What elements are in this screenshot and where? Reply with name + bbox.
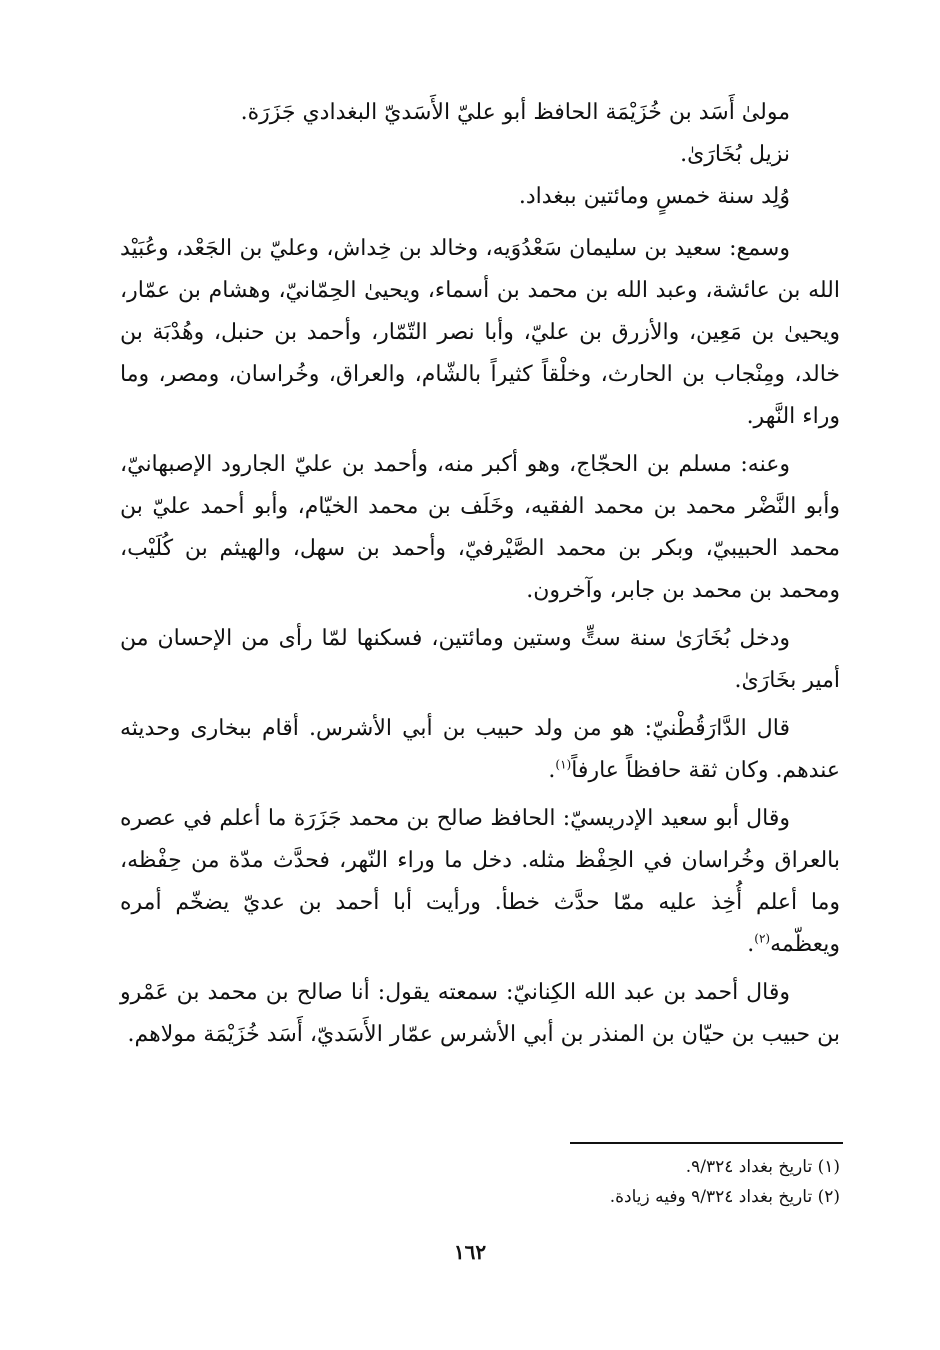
paragraph-students: وعنه: مسلم بن الحجّاج، وهو أكبر منه، وأحمد بن عليّ الجارود الإصبهانيّ، وأبو النَّضْر محمد بن محمد الفقيه، وخَلَف بن محمد الخيّام، وأبو أحمد عليّ بن محمد الحبيبيّ، وبكر بن محمد الصَّيْرفيّ، وأحمد بن سهل، والهيثم بن كُلَيْب، ومحمد بن محمد بن جابر، وآخرون. [120,452,840,603]
main-text [120,92,840,1062]
page-number: ١٦٢ [453,1240,487,1264]
intro-line: مولىٰ أَسَد بن خُزَيْمَة الحافظ أبو عليّ الأَسَديّ البغدادي جَزَرَة. [240,100,790,125]
paragraph-end-mark: . [747,932,755,957]
footnote-1: (١) تاريخ بغداد ٩/٣٢٤. [685,1157,840,1177]
intro-line: وُلِد سنة خمسٍ ومائتين ببغداد. [518,184,790,209]
paragraph-daraqutni-text: قال الدَّارَقُطْنيّ: هو من ولد حبيب بن أبي الأشرس. أقام ببخارى وحديثه عندهم. وكان ثقة حافظاً عارفاً [120,716,840,783]
paragraph-teachers: وسمع: سعيد بن سليمان سَعْدُوَيه، وخالد بن خِداش، وعليّ بن الجَعْد، وعُبَيْد الله بن عائشة، وعبد الله بن محمد بن أسماء، ويحيىٰ الحِمّانيّ، وهشام بن عمّار، ويحيىٰ بن مَعِين، والأزرق بن عليّ، وأبا نصر التّمّار، وأحمد بن حنبل، وهُدْبَة بن خالد، ومِنْجاب بن الحارث، وخلْقاً كثيراً بالشّام، والعراق، وخُراسان، ومصر، وما وراء النَّهر. [120,236,840,429]
paragraph-bukhara: ودخل بُخَارَىٰ سنة ستٍّ وستين ومائتين، فسكنها لمّا رأى من الإحسان من أمير بخَارَىٰ. [120,626,840,693]
paragraph-daraqutni [120,708,840,792]
intro-line: نزيل بُخَارَىٰ. [680,142,790,167]
paragraph-kinani: وقال أحمد بن عبد الله الكِنانيّ: سمعته يقول: أنا صالح بن محمد بن عَمْرو بن حبيب بن حيّان بن المنذر بن أبي الأشرس عمّار الأَسَديّ، أَسَد خُزَيْمَة مولاهم. [120,980,840,1047]
footnote-reference-1[interactable]: (١) [555,757,572,772]
footnotes [120,1152,840,1212]
footnote-2: (٢) تاريخ بغداد ٩/٣٢٤ وفيه زيادة. [609,1187,840,1207]
footnote-separator [570,1142,843,1144]
paragraph-end-mark: . [548,758,556,783]
paragraph-idrisi [120,798,840,966]
paragraph-idrisi-text: وقال أبو سعيد الإدريسيّ: الحافظ صالح بن محمد جَزَرَة ما أعلم في عصره بالعراق وخُراسان في الحِفْظ مثله. دخل ما وراء النّهر، فحدَّث مدّة من حِفْظه، وما أعلم أُخِذ عليه ممّا حدَّث خطأ. ورأيت أبا أحمد بن عديّ يضخّم أمره ويعظّمه [120,806,840,957]
intro-block [120,92,840,218]
footnote-reference-2[interactable]: (٢) [754,931,771,946]
